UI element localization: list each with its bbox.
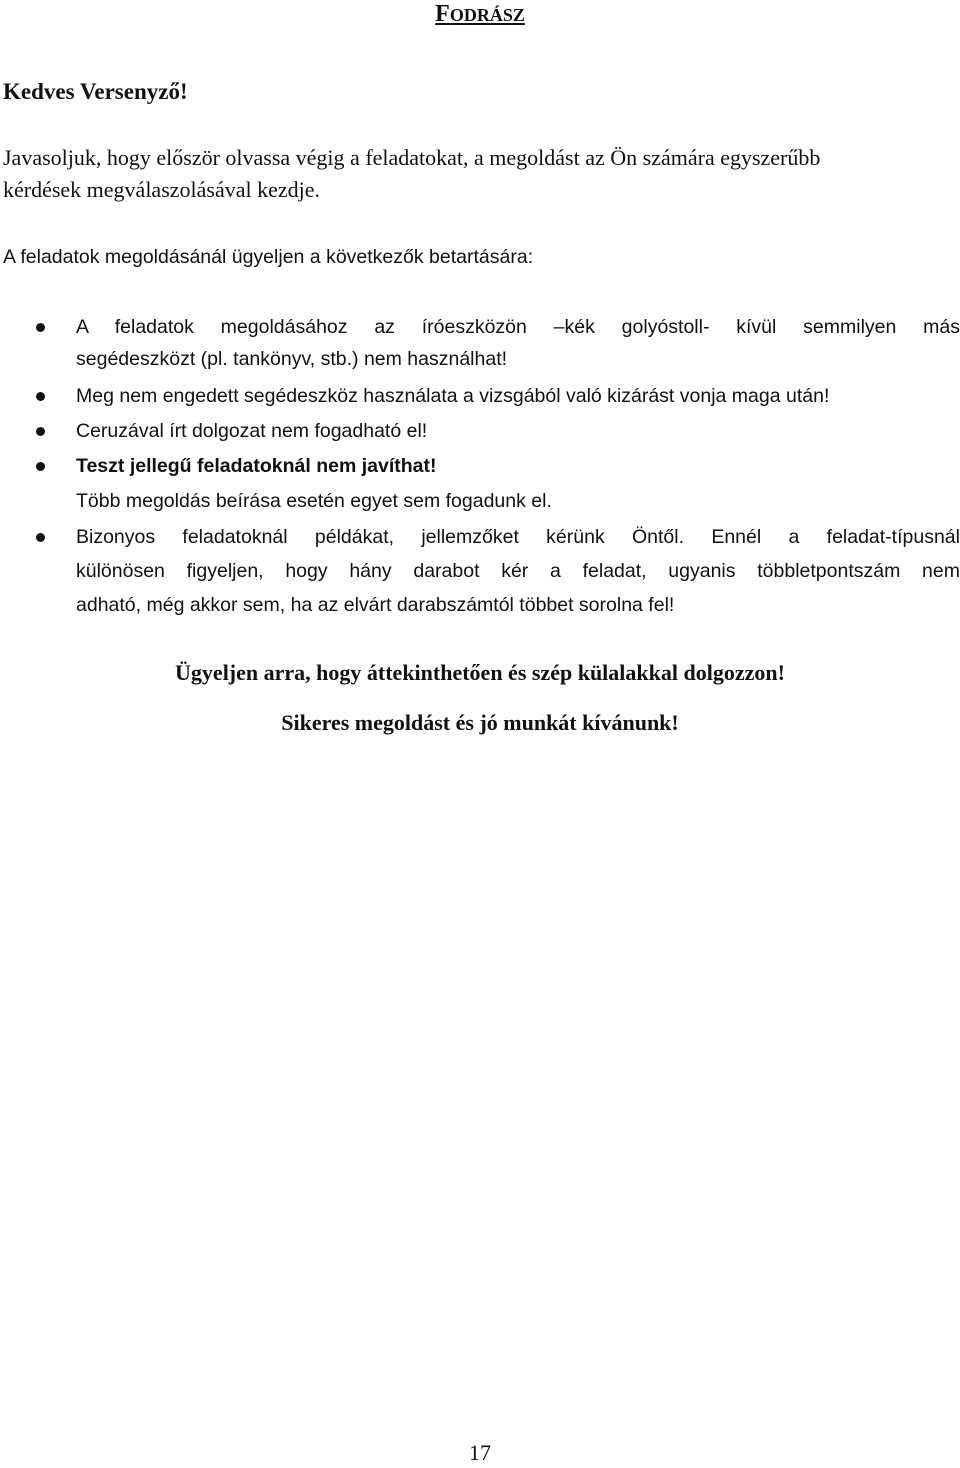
rule-1-line-2: segédeszközt (pl. tankönyv, stb.) nem használhat! <box>76 348 508 370</box>
bullet-icon <box>36 462 45 471</box>
rules-intro: A feladatok megoldásánál ügyeljen a következők betartására: <box>3 246 534 268</box>
rule-5-line-2: különösen figyeljen, hogy hány darabot kér a feladat, ugyanis többletpontszám nem <box>76 560 960 582</box>
page-number: 17 <box>469 1440 491 1465</box>
intro-line-1: Javasoljuk, hogy először olvassa végig a feladatokat, a megoldást az Ön számára egyszerűbb <box>3 145 821 170</box>
rule-2: Meg nem engedett segédeszköz használata a vizsgából való kizárást vonja maga után! <box>76 385 830 407</box>
rule-3: Ceruzával írt dolgozat nem fogadható el! <box>76 420 428 442</box>
rule-1-line-1: A feladatok megoldásához az íróeszközön –kék golyóstoll- kívül semmilyen más <box>76 316 960 338</box>
closing-line-1: Ügyeljen arra, hogy áttekinthetően és szép külalakkal dolgozzon! <box>175 660 785 685</box>
rule-5-line-3: adható, még akkor sem, ha az elvárt darabszámtól többet sorolna fel! <box>76 594 675 616</box>
closing-line-2: Sikeres megoldást és jó munkát kívánunk! <box>281 710 679 735</box>
rule-4-line-2: Több megoldás beírása esetén egyet sem fogadunk el. <box>76 490 552 512</box>
bullet-icon <box>36 533 45 542</box>
greeting: Kedves Versenyző! <box>3 79 188 104</box>
bullet-icon <box>36 392 45 401</box>
rule-5-line-1: Bizonyos feladatoknál példákat, jellemzőket kérünk Öntől. Ennél a feladat-típusnál <box>76 526 960 548</box>
bullet-icon <box>36 427 45 436</box>
page-title: FODRÁSZ <box>435 1 525 27</box>
intro-line-2: kérdések megválaszolásával kezdje. <box>3 177 321 202</box>
rule-4-bold: Teszt jellegű feladatoknál nem javíthat! <box>76 455 437 477</box>
bullet-icon <box>36 323 45 332</box>
